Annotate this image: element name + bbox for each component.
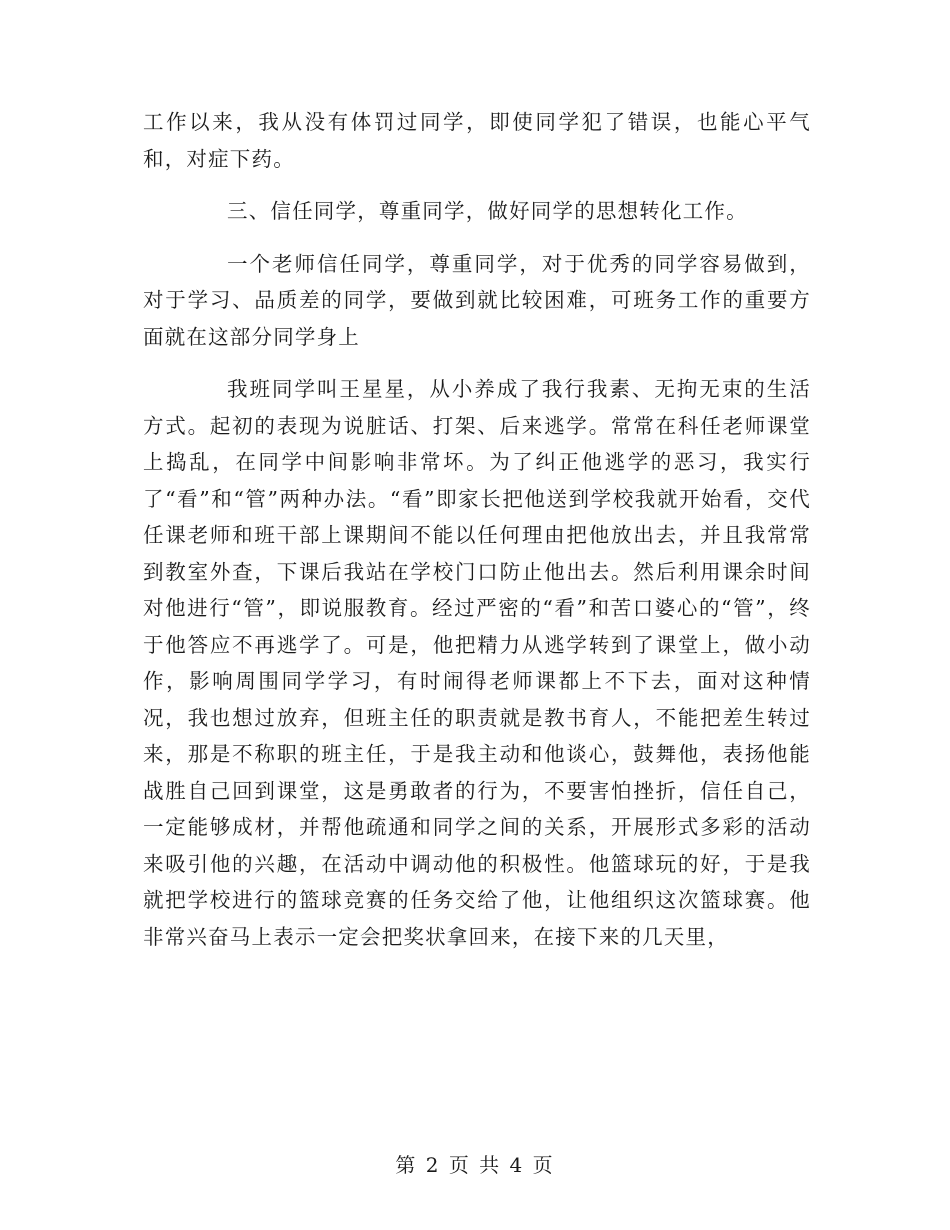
section-heading: 三、信任同学，尊重同学，做好同学的思想转化工作。 [227,199,748,223]
paragraph-case-story: 我班同学叫王星星，从小养成了我行我素、无拘无束的生活方式。起初的表现为说脏话、打架、后来逃学。常常在科任老师课堂上捣乱，在同学中间影响非常坏。为了纠正他逃学的恶习，我实行了“看”和“管”两种办法。“看”即家长把他送到学校我就开始看，交代任课老师和班干部上课期间不能以任何理由把他放出去，并且我常常到教室外查，下课后我站在学校门口防止他出去。然后利用课余时间对他进行“管”，即说服教育。经过严密的“看”和苦口婆心的“管”，终于他答应不再逃学了。可是，他把精力从逃学转到了课堂上，做小动作，影响周围同学学习，有时闹得老师课都上不下去，面对这种情况，我也想过放弃，但班主任的职责就是教书育人，不能把差生转过来，那是不称职的班主任，于是我主动和他谈心，鼓舞他，表扬他能战胜自己回到课堂，这是勇敢者的行为，不要害怕挫折，信任自己，一定能够成材，并帮他疏通和同学之间的关系，开展形式多彩的活动来吸引他的兴趣，在活动中调动他的积极性。他篮球玩的好，于是我就把学校进行的篮球竞赛的任务交给了他，让他组织这次篮球赛。他非常兴奋马上表示一定会把奖状拿回来，在接下来的几天里， [143,377,811,949]
paragraph-trust-students: 一个老师信任同学，尊重同学，对于优秀的同学容易做到，对于学习、品质差的同学，要做到就比较困难，可班务工作的重要方面就在这部分同学身上 [143,251,811,349]
page-number-footer: 第 2 页 共 4 页 [395,1153,555,1177]
paragraph-continuation: 工作以来，我从没有体罚过同学，即使同学犯了错误，也能心平气和，对症下药。 [143,110,811,171]
document-body [143,104,811,971]
